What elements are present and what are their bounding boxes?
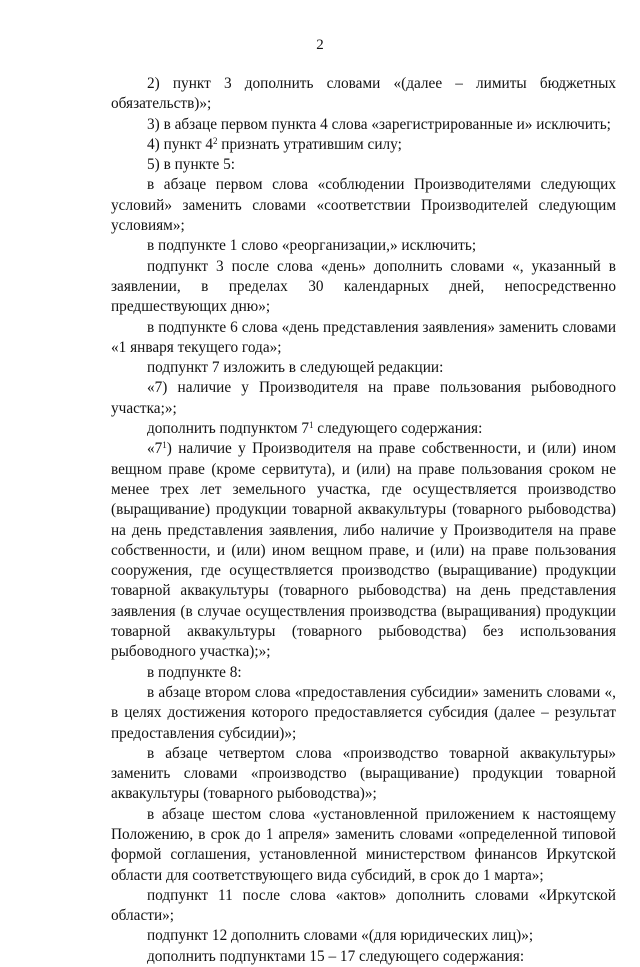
paragraph: 4) пункт $4^2$ признать утратившим силу; [147,135,402,153]
paragraph: в абзаце первом слова «соблюдении Производителями следующих условий» заменить словами «соответствии Производителей следующим условиям»; [111,176,616,235]
superscript: 1 [162,440,167,451]
paragraph: 5) в пункте 5: [147,156,236,174]
paragraph: в подпункте 8: [147,663,242,681]
paragraph: в подпункте 1 слово «реорганизации,» исключить; [147,237,477,255]
paragraph: подпункт 11 после слова «актов» дополнить словами «Иркутской области»; [111,886,616,925]
paragraph: 2) пункт 3 дополнить словами «(далее – лимиты бюджетных обязательств)»; [111,75,616,113]
paragraph: «$7^1$) наличие у Производителя на праве собственности, и (или) ином вещном праве (кроме сервитута), и (или) на праве пользования сроком не менее трех лет земельного участка, где осуществляется производство (выращивание) продукции товарной аквакультуры (товарного рыбоводства) на день представления заявления, либо наличие у Производителя на праве собственности, и (или) ином вещном праве, и (или) на праве пользования сооружения, где осуществляется производство (выращивание) продукции товарной аквакультуры (товарного рыбоводства) на день представления заявления (в случае осуществления производства (выращивания) продукции товарной аквакультуры (товарного рыбоводства) без использования рыбоводного участка);»; [111,440,616,661]
paragraph: подпункт 7 изложить в следующей редакции: [147,359,444,377]
page-number: 2 [316,37,324,53]
paragraph: подпункт 12 дополнить словами «(для юридических лиц)»; [147,927,534,945]
superscript: 2 [212,135,218,146]
superscript: 1 [308,420,314,431]
paragraph: в абзаце шестом слова «установленной приложением к настоящему Положению, в срок до 1 апреля» заменить словами «определенной типовой формой соглашения, установленной министерством финансов Иркутской области для соответствующего вида субсидий, в срок до 1 марта»; [111,805,616,884]
paragraph: «7) наличие у Производителя на праве пользования рыбоводного участка;»; [111,379,616,417]
paragraph: 3) в абзаце первом пункта 4 слова «зарегистрированные и» исключить; [147,115,611,133]
paragraph: в абзаце четвертом слова «производство товарной аквакультуры» заменить словами «производство (выращивание) продукции товарной аквакультуры (товарного рыбоводства)»; [111,744,616,803]
paragraph: дополнить подпунктом $7^1$ следующего содержания: [147,420,483,438]
paragraph: в абзаце втором слова «предоставления субсидии» заменить словами «, в целях достижения которого предоставляется субсидия (далее – результат предоставления субсидии)»; [111,683,616,742]
paragraph: дополнить подпунктами 15 – 17 следующего содержания: [147,947,525,965]
document-body [111,74,616,967]
paragraph: подпункт 3 после слова «день» дополнить словами «, указанный в заявлении, в пределах 30 календарных дней, непосредственно предшествующих дню»; [111,257,616,316]
paragraph: в подпункте 6 слова «день представления заявления» заменить словами «1 января текущего года»; [111,318,616,356]
